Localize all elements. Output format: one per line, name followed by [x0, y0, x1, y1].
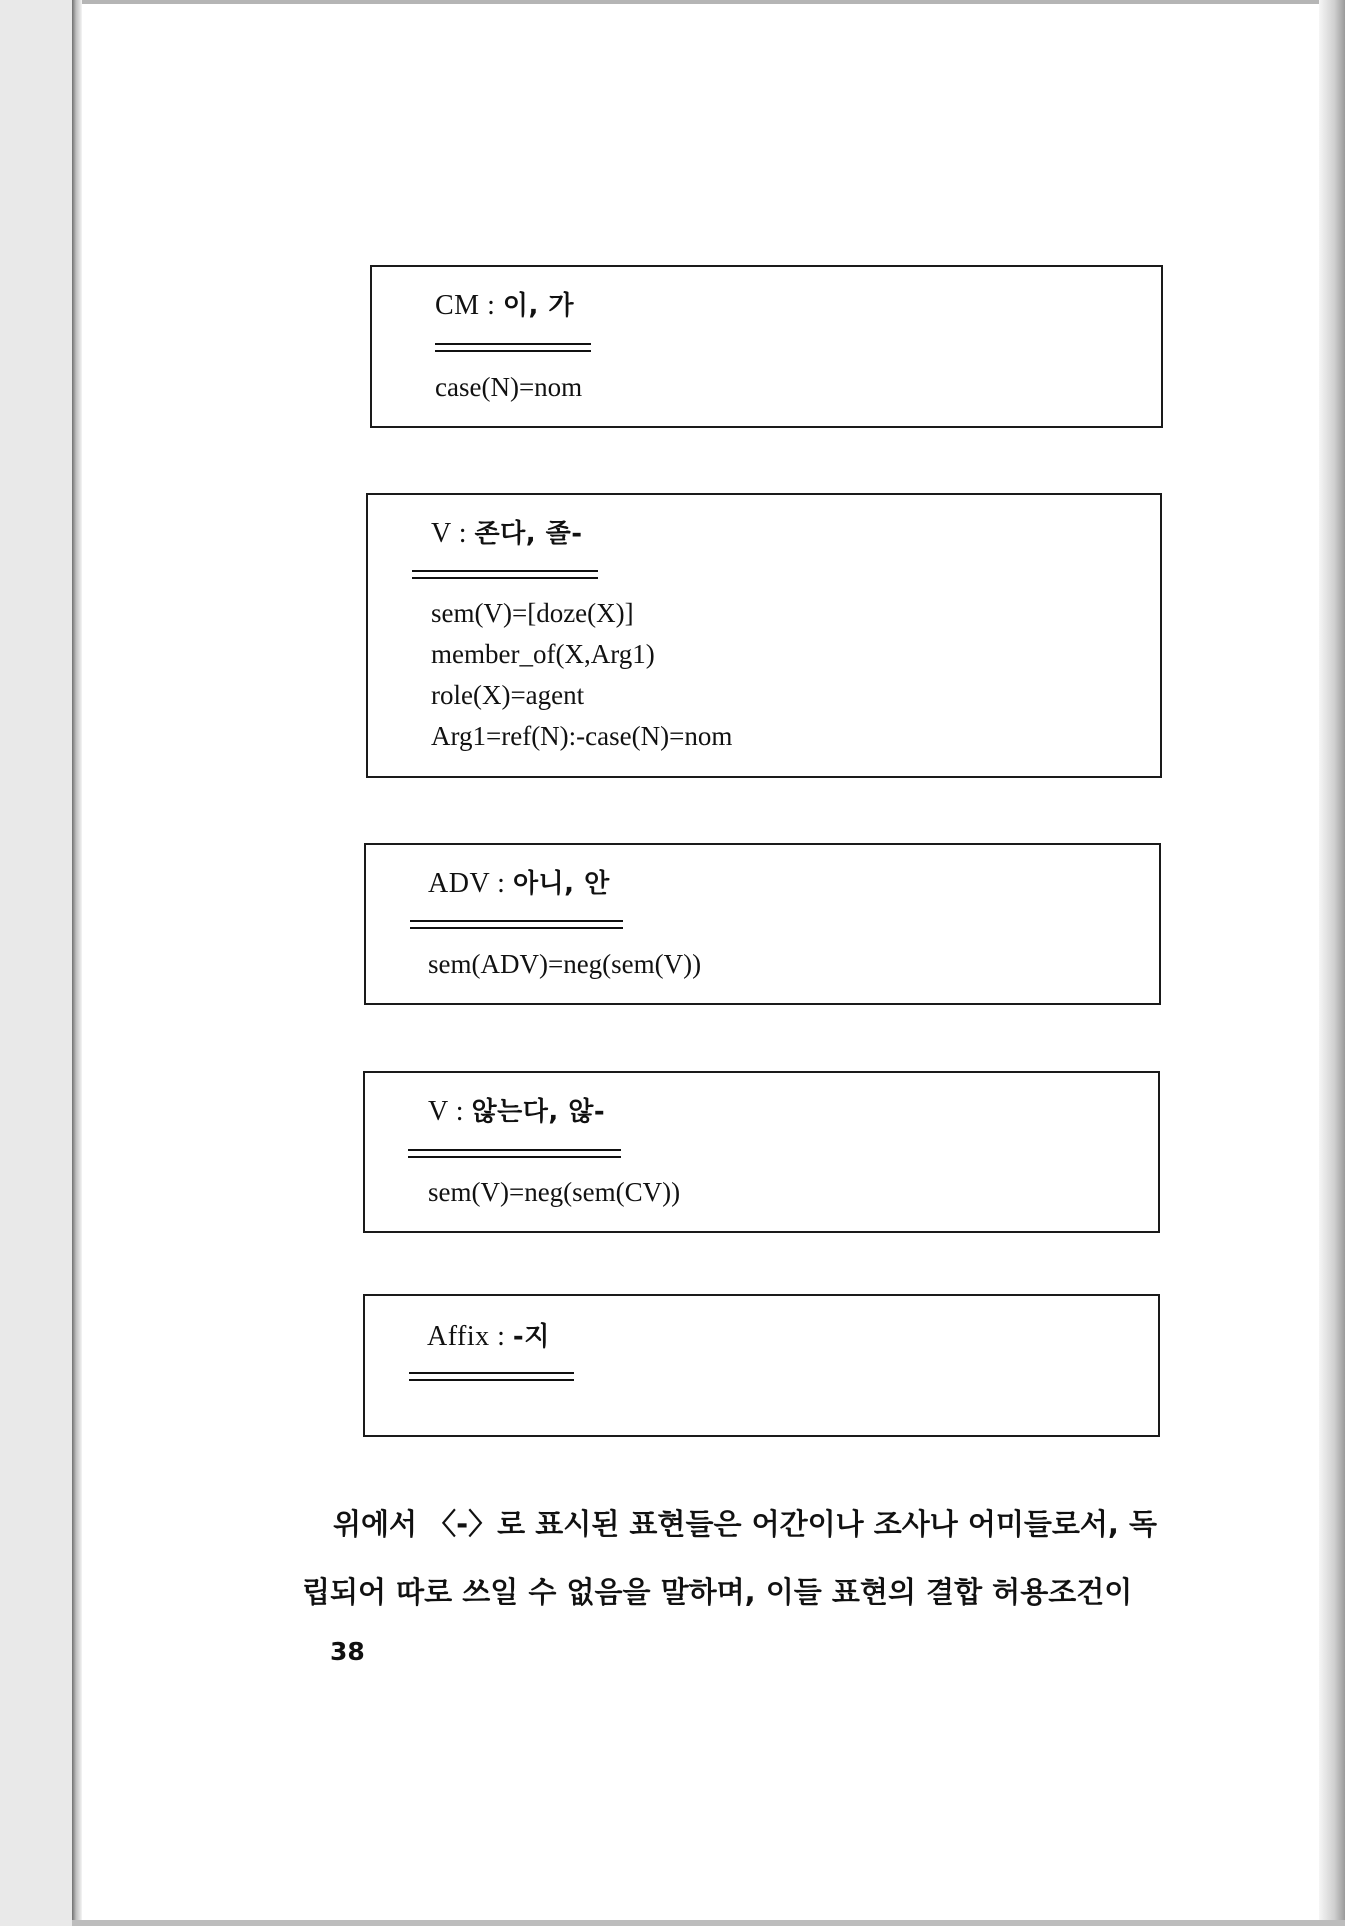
- entry-forms: -지: [512, 1322, 550, 1352]
- feature-line: Arg1=ref(N):-case(N)=nom: [431, 721, 733, 751]
- entry-heading: [428, 863, 610, 900]
- entry-features: [428, 1172, 680, 1213]
- page-bottom-edge: [72, 1920, 1345, 1926]
- entry-features: [435, 367, 582, 408]
- entry-category: ADV :: [428, 868, 513, 899]
- double-rule: [408, 1149, 621, 1158]
- double-rule: [435, 343, 591, 352]
- page-number: 38: [330, 1637, 365, 1666]
- body-paragraph-line-2: 립되어 따로 쓰일 수 없음을 말하며, 이들 표현의 결합 허용조건이: [302, 1575, 1133, 1609]
- entry-features: [431, 593, 732, 757]
- entry-category: V :: [431, 518, 475, 549]
- entry-forms: 존다, 졸-: [474, 519, 583, 549]
- feature-line: case(N)=nom: [435, 372, 583, 402]
- entry-features: [428, 944, 701, 985]
- lexical-entry-box-v-neg: [363, 1071, 1160, 1233]
- entry-heading: [427, 1316, 550, 1353]
- double-rule: [410, 920, 623, 929]
- entry-forms: 않는다, 않-: [471, 1097, 606, 1127]
- entry-forms: 아니, 안: [512, 869, 610, 899]
- entry-category: Affix :: [427, 1321, 513, 1352]
- entry-category: V :: [428, 1096, 472, 1127]
- page-left-edge: [72, 0, 82, 1926]
- entry-heading: [431, 513, 583, 550]
- entry-forms: 이, 가: [502, 291, 575, 321]
- lexical-entry-box-adv: [364, 843, 1161, 1005]
- feature-line: member_of(X,Arg1): [431, 639, 655, 669]
- lexical-entry-box-affix: [363, 1294, 1160, 1437]
- page-right-edge: [1319, 0, 1345, 1926]
- double-rule: [412, 570, 598, 579]
- feature-line: sem(ADV)=neg(sem(V)): [428, 949, 702, 979]
- entry-heading: [435, 285, 574, 322]
- feature-line: role(X)=agent: [431, 680, 585, 710]
- entry-heading: [428, 1091, 605, 1128]
- lexical-entry-box-v-doze: [366, 493, 1162, 778]
- feature-line: sem(V)=neg(sem(CV)): [428, 1177, 681, 1207]
- feature-line: sem(V)=[doze(X)]: [431, 598, 634, 628]
- lexical-entry-box-cm: [370, 265, 1163, 428]
- body-paragraph-line-1: 위에서 〈-〉로 표시된 표현들은 어간이나 조사나 어미들로서, 독: [333, 1507, 1158, 1541]
- entry-category: CM :: [435, 290, 503, 321]
- double-rule: [409, 1372, 574, 1381]
